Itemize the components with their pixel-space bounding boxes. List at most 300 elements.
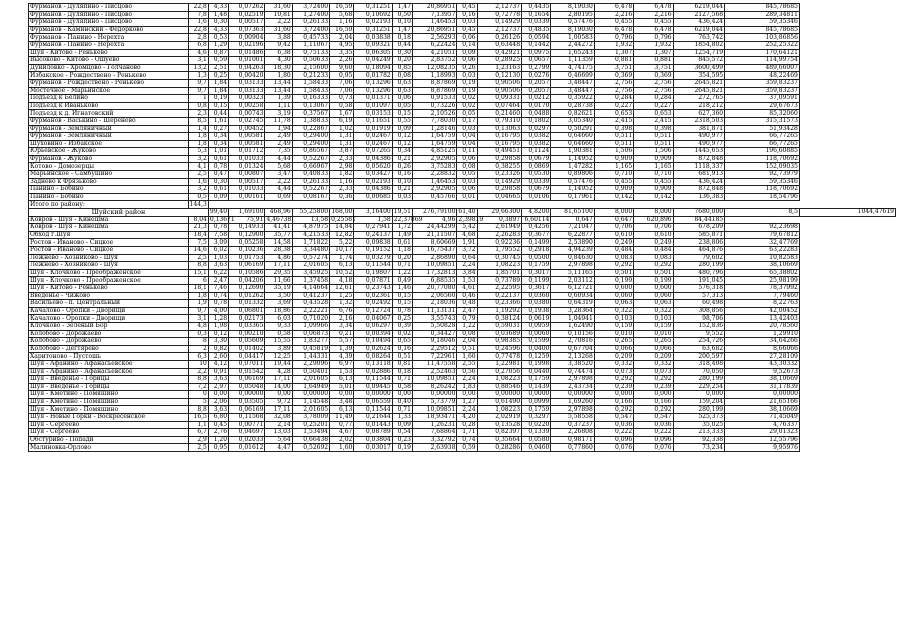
value-cell: 0,060 (594, 292, 633, 300)
value-cell: 308,856 (673, 307, 725, 315)
value-cell: 0,07011 (229, 360, 265, 368)
value-cell: 0,55 (392, 117, 412, 125)
value-cell: 9,18046 (412, 338, 456, 346)
value-cell: 114,99754 (725, 57, 800, 65)
value-cell: 0,09 (392, 125, 412, 133)
value-cell: 0,073 (634, 368, 673, 376)
value-cell: 14,6 (188, 247, 208, 255)
value-cell: 13,03 (265, 429, 292, 437)
value-cell: 0,063 (634, 300, 673, 308)
value-cell: 0,60934 (551, 292, 594, 300)
value-cell: 0,01 (457, 193, 477, 201)
value-cell: 21,65166 (725, 398, 800, 406)
value-cell: 3,751 (634, 64, 673, 72)
value-cell: 0,10692 (354, 11, 392, 19)
value-cell: 585,871 (673, 231, 725, 239)
value-cell: 0,74474 (551, 368, 594, 376)
value-cell: 0,209 (634, 353, 673, 361)
value-cell: 0,26126 (477, 34, 521, 42)
value-cell: 0,166 (594, 398, 633, 406)
table-row (29, 64, 896, 72)
value-cell: 0,09838 (354, 239, 392, 247)
value-cell: 0,322 (634, 307, 673, 315)
value-cell: 0,06559 (354, 398, 392, 406)
value-cell: 0,00000 (292, 391, 329, 399)
value-cell: 70,050 (673, 368, 725, 376)
value-cell: 0,82397 (477, 429, 521, 437)
value-cell: 1,23163 (477, 64, 521, 72)
value-cell: 872,848 (673, 155, 725, 163)
value-cell: 1,44331 (292, 353, 329, 361)
road-name-cell: Фурманов - Дуляпино - Писцово (29, 11, 189, 19)
value-cell: 7,79460 (725, 292, 800, 300)
value-cell: 6,478 (634, 26, 673, 34)
value-cell: 0,4835 (522, 26, 551, 34)
value-cell: 280,199 (673, 262, 725, 270)
value-cell: 0,2918 (522, 247, 551, 255)
value-cell: 6,13 (330, 406, 354, 414)
value-cell: 0,08 (457, 163, 477, 171)
value-cell: 1,39 (265, 95, 292, 103)
value-cell: 6,19 (330, 117, 354, 125)
value-cell: 0,04665 (477, 193, 521, 201)
value-cell: 4,86 (265, 254, 292, 262)
value-cell: 18,93471 (412, 414, 456, 422)
value-cell: 0,02033 (229, 436, 265, 444)
value-cell: 1,91 (457, 239, 477, 247)
value-cell: 0,073 (594, 368, 633, 376)
table-row (29, 269, 896, 277)
value-cell: 0,01612 (229, 444, 265, 452)
value-cell: 0,28286 (477, 444, 521, 452)
value-cell: 2645,821 (673, 79, 725, 87)
value-cell: 1,39 (330, 345, 354, 353)
value-cell: 4,47 (265, 444, 292, 452)
value-cell: 1,47 (392, 4, 412, 12)
value-cell: 0,01097 (354, 102, 392, 110)
value-cell: 0,103 (594, 315, 633, 323)
value-cell: 0,501 (634, 269, 673, 277)
value-cell: 0,0276 (522, 72, 551, 80)
value-cell: 0,09445 (354, 383, 392, 391)
value-cell: 280,199 (673, 406, 725, 414)
value-cell: 32,08 (265, 414, 292, 422)
value-cell: 0,08167 (292, 193, 329, 201)
value-cell: 12,08235 (412, 64, 456, 72)
value-cell: 0,060 (634, 292, 673, 300)
value-cell: 2,55 (457, 360, 477, 368)
value-cell: 0,34 (208, 140, 228, 148)
value-cell: 9,7 (188, 79, 208, 87)
value-cell: 0,036 (594, 421, 633, 429)
value-cell: 0,04263 (229, 64, 265, 72)
value-cell: 2,12737 (477, 26, 521, 34)
value-cell: 1,31 (330, 140, 354, 148)
value-cell: 2,10526 (412, 110, 456, 118)
value-cell: 7,78030 (412, 117, 456, 125)
value-cell: 1,00583 (551, 34, 594, 42)
value-cell: 0,096 (634, 436, 673, 444)
rows-section-a (29, 4, 896, 201)
value-cell: 0,2057 (522, 87, 551, 95)
value-cell: 0,43528 (292, 300, 329, 308)
value-cell: 0,00685 (354, 193, 392, 201)
value-cell: 525,373 (673, 414, 725, 422)
value-cell: 0,3617 (522, 284, 551, 292)
value-cell: 78,37992 (725, 284, 800, 292)
rows-section-b (29, 216, 896, 451)
value-cell: 0,3017 (522, 269, 551, 277)
value-cell: 0,27941 (354, 224, 392, 232)
value-cell: 845,78685 (725, 26, 800, 34)
value-cell: 0,0212 (522, 95, 551, 103)
total-label: Итого по району: (29, 201, 189, 209)
value-cell: 6,8 (188, 41, 208, 49)
road-name-cell: Колобово - Дорожаево (29, 330, 189, 338)
value-cell: 0,46699 (551, 72, 594, 80)
value-cell: 6,76 (330, 307, 354, 315)
value-cell: 3,48 (330, 398, 354, 406)
value-cell: 0,00161 (229, 193, 265, 201)
value-cell: 92,338 (673, 436, 725, 444)
value-cell: 1,6 (188, 19, 208, 27)
value-cell: 2,97898 (551, 376, 594, 384)
value-cell: 0,1199 (522, 277, 551, 285)
value-cell: 0,00743 (229, 110, 265, 118)
value-cell: 0,00323 (229, 95, 265, 103)
value-cell: 1,38833 (292, 117, 329, 125)
value-cell: 252,25322 (725, 41, 800, 49)
value-cell: 0,12 (392, 140, 412, 148)
value-cell: 1,83 (457, 383, 477, 391)
value-cell: 18,1 (188, 284, 208, 292)
value-cell: 359,83237 (725, 87, 800, 95)
value-cell: 2,22 (265, 19, 292, 27)
value-cell: 9,60 (330, 64, 354, 72)
road-name-cell: Шуя - Кметино - Помяшино (29, 406, 189, 414)
value-cell: 2,26808 (551, 429, 594, 437)
value-cell: 0,0297 (522, 125, 551, 133)
value-cell: 0,00000 (354, 391, 392, 399)
value-cell: 1,4 (188, 125, 208, 133)
value-cell: 0,34 (392, 148, 412, 156)
value-cell: 681,913 (673, 171, 725, 179)
value-cell: 1,28146 (412, 125, 456, 133)
value-cell: 38,10669 (725, 262, 800, 270)
value-cell: 0,0339 (522, 19, 551, 27)
value-cell: 0,40833 (292, 171, 329, 179)
value-cell: 2,5 (188, 444, 208, 452)
section-title: Шуйский район (29, 209, 209, 217)
value-cell: 5,22 (330, 239, 354, 247)
table-row (29, 345, 896, 353)
value-cell: 0,10156 (551, 330, 594, 338)
value-cell: 2,92905 (412, 155, 456, 163)
value-cell: 4,14664 (292, 284, 329, 292)
value-cell: 4,94239 (551, 247, 594, 255)
value-cell: 5 (188, 398, 208, 406)
value-cell: 6,22877 (551, 231, 594, 239)
value-cell: 4,28 (265, 368, 292, 376)
value-cell: 0,06169 (229, 406, 265, 414)
value-cell: 3,47 (265, 171, 292, 179)
table-row (29, 231, 896, 239)
value-cell: 0,511 (594, 133, 633, 141)
value-cell: 0,0400 (522, 345, 551, 353)
value-cell: 0,03689 (477, 330, 521, 338)
value-cell: 0,02624 (354, 345, 392, 353)
value-cell: 98,706 (673, 315, 725, 323)
value-cell: 0,05258 (229, 239, 265, 247)
value-cell: 3,35 (330, 49, 354, 57)
value-cell: 0,37237 (551, 421, 594, 429)
value-cell: 0,30 (392, 49, 412, 57)
value-cell: 0,78 (208, 224, 228, 232)
value-cell: 0,85 (392, 64, 412, 72)
value-cell: 59,35346 (725, 19, 800, 27)
value-cell: 0,91 (208, 368, 228, 376)
value-cell: 6,03 (265, 315, 292, 323)
value-cell: 0,710 (594, 171, 633, 179)
value-cell: 65,38802 (725, 269, 800, 277)
road-name-cell: Обход г.Шуя (29, 231, 189, 239)
value-cell: 0,1499 (522, 239, 551, 247)
value-cell: 15,1 (188, 269, 208, 277)
value-cell: 0,01782 (354, 72, 392, 80)
road-name-cell: Фурманов - Дуляпино - Писцово (29, 19, 189, 27)
table-row (29, 193, 896, 201)
value-cell: 4,33 (208, 4, 228, 12)
value-cell: 1,29910 (725, 330, 800, 338)
value-cell: 10,81 (265, 11, 292, 19)
value-cell: 0,00394 (354, 330, 392, 338)
value-cell: 3600,499 (673, 64, 725, 72)
road-name-cell: Шуя - Введенье - Горицы (29, 383, 189, 391)
road-name-cell: Ростов - Иваново - Сицкое (29, 239, 189, 247)
value-cell: 0,28925 (477, 57, 521, 65)
value-cell: 6,97 (330, 360, 354, 368)
value-cell: 11,49 (330, 414, 354, 422)
value-cell: 0,000 (673, 391, 725, 399)
value-cell: 0,13118 (354, 360, 392, 368)
value-cell: 1,506 (594, 148, 633, 156)
value-cell: 12,25 (265, 353, 292, 361)
value-cell: 2,76 (208, 429, 228, 437)
value-cell: 1,22 (392, 269, 412, 277)
value-cell: 0,28 (457, 421, 477, 429)
value-cell: 1,14952 (551, 155, 594, 163)
road-name-cell: Шуя - Афанино - Афанасьевское (29, 368, 189, 376)
value-cell: 480,796 (673, 269, 725, 277)
value-cell: 0,159 (594, 322, 633, 330)
value-cell: 0,1998 (522, 360, 551, 368)
road-name-cell: Лежнево - Хозниково - Шуя (29, 254, 189, 262)
value-cell: 29,67673 (725, 102, 800, 110)
section-value-cell: 8,5 (725, 209, 800, 217)
value-cell: 6,3 (188, 353, 208, 361)
value-cell: 872,848 (673, 186, 725, 194)
value-cell: 0,239 (594, 383, 633, 391)
value-cell: 0,04206 (229, 277, 265, 285)
value-cell: 18,4 (188, 231, 208, 239)
value-cell: 2,70816 (551, 338, 594, 346)
value-cell: 2,756 (634, 87, 673, 95)
value-cell: 4,74175 (551, 64, 594, 72)
value-cell: 3,72400 (292, 26, 329, 34)
value-cell: 0,74 (457, 436, 477, 444)
value-cell: 464,876 (673, 247, 725, 255)
value-cell: 10,17 (330, 247, 354, 255)
value-cell: 0,3897 (477, 216, 521, 224)
section-value-cell: 61,40 (458, 208, 476, 216)
value-cell: 191,045 (673, 277, 725, 285)
value-cell: 4,21533 (292, 231, 329, 239)
section-value-cell: 81,65100 (551, 209, 594, 217)
value-cell: 0,81 (392, 360, 412, 368)
value-cell: 3,63 (208, 262, 228, 270)
value-cell: 0,90506 (477, 87, 521, 95)
value-cell: 0,08 (392, 72, 412, 80)
value-cell: 0,77478 (477, 353, 521, 361)
value-cell: 2,29096 (292, 360, 329, 368)
value-cell: 1,62490 (551, 322, 594, 330)
value-cell: 1,58433 (292, 87, 329, 95)
value-cell: 0,50 (392, 11, 412, 19)
value-cell: 8 (188, 338, 208, 346)
value-cell: 0,796 (634, 34, 673, 42)
value-cell: 0,3677 (522, 231, 551, 239)
value-cell: 0,51 (457, 345, 477, 353)
value-cell: 1,08223 (477, 262, 521, 270)
value-cell: 18,54796 (725, 193, 800, 201)
value-cell: 1,84 (208, 79, 228, 87)
value-cell: 0,39 (392, 322, 412, 330)
value-cell: 2,04 (457, 338, 477, 346)
value-cell: 0,501 (594, 269, 633, 277)
value-cell: 4,20 (457, 414, 477, 422)
value-cell: 0,0106 (522, 193, 551, 201)
value-cell: 0,02745 (229, 117, 265, 125)
value-cell: 0,51 (392, 353, 412, 361)
value-cell: 0,066 (594, 345, 633, 353)
value-cell: 4,1 (188, 163, 208, 171)
value-cell: 0,227 (634, 102, 673, 110)
value-cell: 2,756 (634, 79, 673, 87)
value-cell: 0,610 (634, 231, 673, 239)
value-cell: 0,71020 (292, 315, 329, 323)
value-cell: 489,66007 (725, 64, 800, 72)
value-cell: 0,292 (594, 262, 633, 270)
value-cell: 1,58 (354, 216, 392, 224)
table-row (29, 117, 896, 125)
value-cell: 3,1 (188, 57, 208, 65)
road-name-cell: Дуниловко - Хромцово - Голчаново (29, 64, 189, 72)
value-cell: 0,04067 (354, 315, 392, 323)
value-cell: 7,22961 (412, 353, 456, 361)
value-cell: 4,18 (330, 277, 354, 285)
value-cell: 0,48 (457, 300, 477, 308)
section-value-cell: 4,8200 (522, 209, 551, 217)
value-cell: 0,03 (457, 125, 477, 133)
value-cell: 0,10236 (229, 247, 265, 255)
value-cell: 0,78 (208, 300, 228, 308)
value-cell: 0,13067 (292, 102, 329, 110)
value-cell: 0,29400 (292, 133, 329, 141)
road-name-cell: Избакское - Рождествено - Ренькево (29, 72, 189, 80)
value-cell: 0,06169 (229, 262, 265, 270)
value-cell: 1,48 (208, 11, 228, 19)
road-name-cell: Шуя - Кметино - Помяшино (29, 398, 189, 406)
value-cell: 0,01542 (229, 368, 265, 376)
value-cell: 0,45 (457, 4, 477, 12)
value-cell: 1,94 (265, 125, 292, 133)
value-cell: 1,46453 (412, 178, 456, 186)
value-cell: 1,61 (208, 117, 228, 125)
value-cell: 1,85701 (477, 269, 521, 277)
value-cell: 12,55796 (725, 436, 800, 444)
value-cell: 0,00 (208, 391, 228, 399)
value-cell: 0,21233 (292, 72, 329, 80)
table-row (29, 4, 896, 12)
value-cell: 0,1599 (522, 338, 551, 346)
value-cell: 6,478 (594, 4, 633, 12)
value-cell: 0,0580 (522, 436, 551, 444)
value-cell: 0,03838 (354, 34, 392, 42)
value-cell: 0,69 (265, 193, 292, 201)
value-cell: 0,88546 (477, 383, 521, 391)
value-cell: 66,77265 (725, 140, 800, 148)
value-cell: 0,29858 (477, 155, 521, 163)
road-name-cell: Шуя - Китово - Ренькево (29, 284, 189, 292)
value-cell: 28,38 (265, 247, 292, 255)
value-cell: 0,26133 (292, 178, 329, 186)
value-cell: 0,34 (208, 133, 228, 141)
value-cell: 0,19152 (354, 247, 392, 255)
value-cell: 0,77 (330, 421, 354, 429)
value-cell: 0,063 (594, 300, 633, 308)
value-cell: 0,46 (457, 292, 477, 300)
value-cell: 0,07871 (354, 277, 392, 285)
value-cell: 0,61 (392, 239, 412, 247)
value-cell: 3,89 (265, 345, 292, 353)
value-cell: 0,511 (594, 140, 633, 148)
road-name-cell: Марьинское - Самбушино (29, 171, 189, 179)
value-cell: 0,1759 (522, 262, 551, 270)
value-cell: 8,5 (188, 117, 208, 125)
value-cell: 0,25 (392, 315, 412, 323)
value-cell: 0,00904 (229, 34, 265, 42)
value-cell: 9,52673 (725, 368, 800, 376)
value-cell: 0,1439 (522, 383, 551, 391)
value-cell: 71,45049 (725, 414, 800, 422)
value-cell: 2,2 (188, 368, 208, 376)
value-cell: 13,58 (292, 216, 329, 224)
value-cell: 0,28738 (551, 102, 594, 110)
value-cell: 0,600 (594, 284, 633, 292)
value-cell: 0,02467 (354, 140, 392, 148)
value-cell: 0,03427 (354, 171, 392, 179)
value-cell: 0,06 (457, 155, 477, 163)
value-cell: 0,2057 (522, 79, 551, 87)
value-cell: 3,45925 (292, 269, 329, 277)
road-name-cell: Фурманов - Панино - Нерехта (29, 41, 189, 49)
value-cell: 0,3 (188, 330, 208, 338)
value-cell: 2,97898 (551, 406, 594, 414)
value-cell: 0,03 (457, 72, 477, 80)
value-cell: 0,909 (634, 155, 673, 163)
value-cell: 0,04386 (354, 186, 392, 194)
value-cell: 152,836 (673, 322, 725, 330)
